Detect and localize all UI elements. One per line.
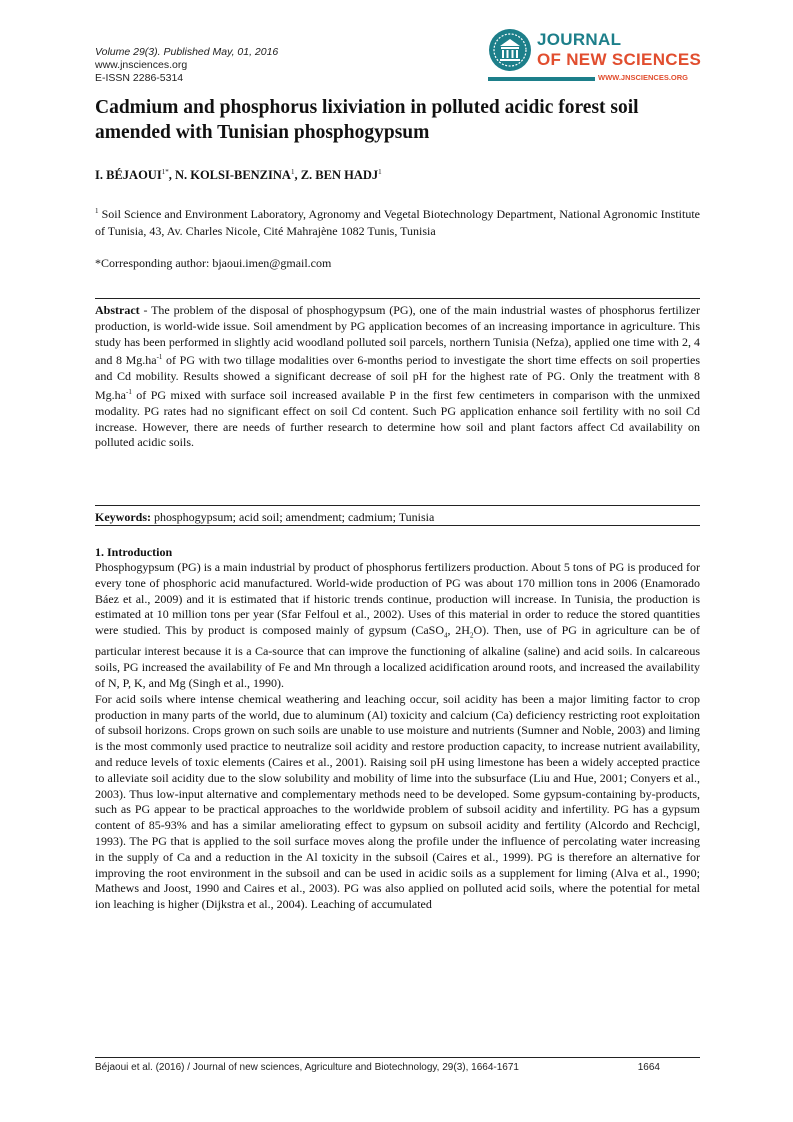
affiliation-mark: 1 bbox=[95, 207, 99, 215]
paragraph-text: Phosphogypsum (PG) is a main industrial by product of phosphorus fertilizers production. About 5 tons of PG is produced for every tone of phosphoric acid manufactured. World-wide production of PG was about 170 million tons in 2006 (Enamorado Báez et al., 2009) and it is estimated that if historic trends continue, production will increase. In Tunisia, the production is estimated at 10 million tons per year (Sfar Felfoul et al., 2002). Uses of this material in order to reduce the stored quantities were studied. This by product is composed mainly of gypsum (CaSO bbox=[95, 560, 700, 638]
logo-bar bbox=[488, 77, 595, 81]
author-mark: 1* bbox=[161, 168, 169, 176]
logo-line-1: JOURNAL bbox=[537, 30, 622, 49]
paragraph-text: , 2H bbox=[447, 623, 470, 638]
website-line: www.jnsciences.org bbox=[95, 59, 188, 71]
journal-header-meta bbox=[95, 46, 278, 85]
formula-subscript: 4 bbox=[444, 631, 448, 640]
author-mark: 1 bbox=[290, 168, 295, 176]
page-footer bbox=[95, 1062, 700, 1073]
paragraph bbox=[95, 560, 700, 692]
keywords-label: Keywords: bbox=[95, 510, 151, 524]
footer-rule bbox=[95, 1057, 700, 1058]
abstract bbox=[95, 303, 700, 451]
issn-line: E-ISSN 2286-5314 bbox=[95, 72, 184, 84]
unit-exponent: -1 bbox=[156, 353, 163, 362]
affiliation bbox=[95, 203, 700, 240]
formula-subscript: 2 bbox=[469, 631, 474, 640]
keywords-text: phosphogypsum; acid soil; amendment; cadmium; Tunisia bbox=[151, 510, 435, 524]
keywords-bottom-rule bbox=[95, 525, 700, 526]
logo-url: WWW.JNSCIENCES.ORG bbox=[598, 73, 689, 82]
abstract-text: of PG with two tillage modalities over 6-months period to investigate the short time effects on soil properties and Cd mobility. Results showed a significant decrease of soil pH for the highest rate of PG. Only the treatment with 8 Mg.ha bbox=[95, 353, 700, 402]
footer-citation: Béjaoui et al. (2016) / Journal of new sciences, Agriculture and Biotechnology, 29(3), 1664-1671 bbox=[95, 1062, 519, 1073]
unit-exponent: -1 bbox=[126, 387, 132, 396]
abstract-text: of PG mixed with surface soil increased available P in the first few centimeters in comparison with the unmixed modality. PG rates had no significant effect on soil Cd content. Such PG application enhance soil fertility with no soil Cd increase. However, there are needs of further research to determine how soil and plant factors affect Cd availability on polluted acidic soils. bbox=[95, 387, 700, 450]
article-title: Cadmium and phosphorus lixiviation in polluted acidic forest soil amended with Tunisian phosphogypsum bbox=[95, 97, 639, 143]
corresponding-author: *Corresponding author: bjaoui.imen@gmail.com bbox=[95, 256, 332, 270]
paragraph-text: O). Then, use of PG in agriculture can be of particular interest because it is a Ca-source that can improve the functioning of alkaline (saline) and acid soils. In calcareous soils, PG increased the availability of Fe and Mn through a localized acidification around roots, and increased the availability of N, P, K, and Mg (Singh et al., 1990). bbox=[95, 623, 701, 690]
keywords bbox=[95, 510, 434, 525]
introduction-body bbox=[95, 560, 700, 913]
page-number: 1664 bbox=[637, 1062, 660, 1073]
author-list: I. $BÉJAOUI^{1*}$, N. KOLSI-BENZINA$^1$, Z. BEN HADJ$^1$ bbox=[95, 168, 382, 183]
author-name: N. KOLSI-BENZINA bbox=[174, 168, 291, 183]
logo-line-2: OF NEW SCIENCES bbox=[537, 50, 702, 69]
journal-emblem-icon bbox=[488, 28, 532, 72]
abstract-text: - The problem of the disposal of phosphogypsum (PG), one of the main industrial wastes of phosphorus fertilizer production, is world-wide issue. Soil amendment by PG application becomes of an increasing importance in agriculture. This study has been performed in slightly acid woodland polluted soil parcels, northern Tunisia (Nefza), applied one time with 2, 4 and 8 Mg.ha bbox=[95, 303, 700, 368]
keywords-top-rule bbox=[95, 505, 700, 506]
author-name: I. BÉJAOUI bbox=[95, 168, 162, 183]
logo-wordmark bbox=[537, 30, 701, 70]
author-name: Z. BEN HADJ bbox=[300, 168, 379, 183]
affiliation-text: Soil Science and Environment Laboratory, Agronomy and Vegetal Biotechnology Department, National Agronomic Institute of Tunisia, 43, Av. Charles Nicole, Cité Mahrajène 1082 Tunis, Tunisia bbox=[95, 207, 700, 238]
abstract-top-rule bbox=[95, 298, 700, 299]
journal-logo bbox=[488, 28, 703, 90]
paragraph: For acid soils where intense chemical weathering and leaching occur, soil acidity has been a major limiting factor to crop production in many parts of the world, due to aluminum (Al) toxicity and calcium (Ca) deficiency restricting root exploitation of subsoil horizons. Crops grown on such soils are unable to use moisture and nutrients (Sumner and Noble, 2003) and liming is the most commonly used practice to neutralize soil acidity and restore production capacity, to increase nutrient availability, and reduce levels of toxic elements (Caires et al., 2001). Raising soil pH using limestone has been a widely accepted practice to alleviate soil acidity due to the slow solubility and mobility of lime into the subsurface (Liu and Hue, 2001; Conyers et al., 2003). Thus low-input alternative and complementary methods need to be developed. Some gypsum-containing by-products, such as PG appear to be practical approaches to the worldwide problem of subsoil acidity and infertility. PG has a gypsum content of 85-93% and has a similar ameliorating effect to gypsum on subsoil acidity and fertility (Alcordo and Rechcigl, 1993). The PG that is applied to the soil surface moves along the profile under the influence of percolating water increasing in the supply of Ca and a reduction in the Al toxicity in the subsoil (Caires et al., 1999). PG is therefore an alternative for improving the root environment in the subsoil and can be used in acidic soils as a supplement for liming (Alva et al., 1990; Mathews and Joost, 1990 and Caires et al., 2003). PG was also applied on polluted acid soils, where the potential for metal ion leaching is higher (Dijkstra et al., 2004). Leaching of accumulated bbox=[95, 691, 700, 912]
section-heading: 1. Introduction bbox=[95, 545, 173, 559]
abstract-label: Abstract bbox=[95, 303, 140, 317]
author-mark: 1 bbox=[378, 168, 382, 176]
volume-line: Volume 29(3). Published May, 01, 2016 bbox=[95, 46, 279, 58]
